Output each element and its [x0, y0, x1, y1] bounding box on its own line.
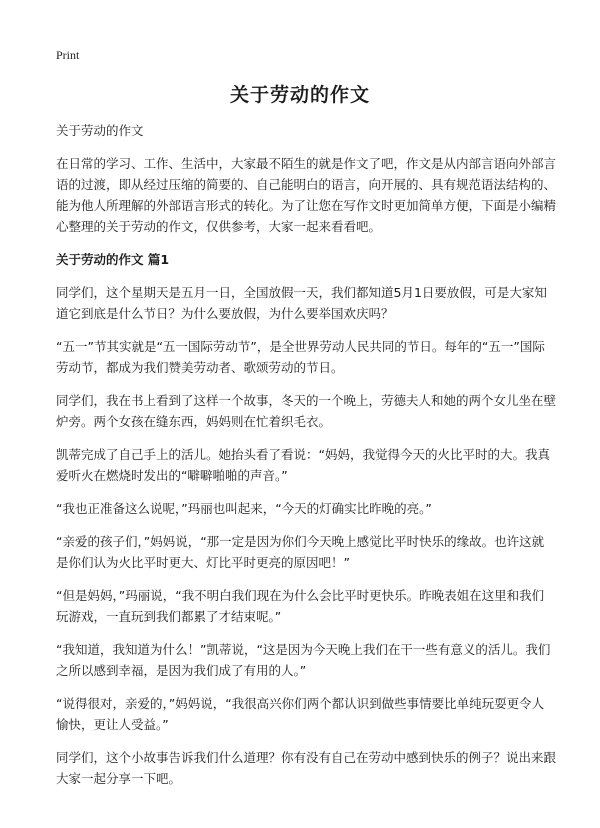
- paragraph-2: “五一”节其实就是“五一国际劳动节”，是全世界劳动人民共同的节日。每年的“五一”国际劳动节，都成为我们赞美劳动者、歌颂劳动的节日。: [56, 339, 545, 375]
- paragraph-5: “我也正准备这么说呢，”玛丽也叫起来，“今天的灯确实比昨晚的亮。”: [56, 501, 432, 516]
- paragraph-6: “亲爱的孩子们，”妈妈说，“那一定是因为你们今天晚上感觉比平时快乐的缘故。也许这就是你们认为火比平时更大、灯比平时更亮的原因吧！”: [56, 534, 545, 570]
- intro-paragraph: 在日常的学习、工作、生活中，大家最不陌生的就是作文了吧，作文是从内部言语向外部言语的过渡，即从经过压缩的简要的、自己能明白的语言，向开展的、具有规范语法结构的、能为他人所理解的外部语言形式的转化。为了让您在写作文时更加简单方便，下面是小编精心整理的关于劳动的作文，仅供参考，大家一起来看看吧。: [56, 156, 557, 234]
- page-title: 关于劳动的作文: [229, 84, 370, 106]
- article-body: [56, 120, 556, 801]
- paragraph-8: “我知道，我知道为什么！”凯蒂说，“这是因为今天晚上我们在干一些有意义的活儿。我们之所以感到幸福，是因为我们成了有用的人。”: [56, 642, 551, 678]
- paragraph-10: 同学们，这个小故事告诉我们什么道理？你有没有自己在劳动中感到快乐的例子？说出来跟大家一起分享一下吧。: [56, 750, 557, 786]
- paragraph-4: 凯蒂完成了自己手上的活儿。她抬头看了看说：“妈妈，我觉得今天的火比平时的大。我真爱听火在燃烧时发出的“噼噼啪啪的声音。”: [56, 447, 550, 483]
- paragraph-7: “但是妈妈，”玛丽说，“我不明白我们现在为什么会比平时更快乐。昨晚表姐在这里和我们玩游戏，一直玩到我们都累了才结束呢。”: [56, 588, 545, 624]
- paragraph-9: “说得很对，亲爱的，”妈妈说，“我很高兴你们两个都认识到做些事情要比单纯玩耍更令人愉快，更让人受益。”: [56, 696, 545, 732]
- paragraph-3: 同学们，我在书上看到了这样一个故事，冬天的一个晚上，劳德夫人和她的两个女儿坐在壁炉旁。两个女孩在缝东西，妈妈则在忙着织毛衣。: [56, 393, 557, 429]
- article-subtitle: 关于劳动的作文: [56, 123, 144, 138]
- print-link[interactable]: Print: [56, 48, 80, 62]
- paragraph-1: 同学们，这个星期天是五月一日，全国放假一天，我们都知道5月1日要放假，可是大家知道它到底是什么节日？为什么要放假，为什么要举国欢庆吗？: [56, 285, 547, 321]
- section-heading: 关于劳动的作文 篇1: [56, 252, 170, 267]
